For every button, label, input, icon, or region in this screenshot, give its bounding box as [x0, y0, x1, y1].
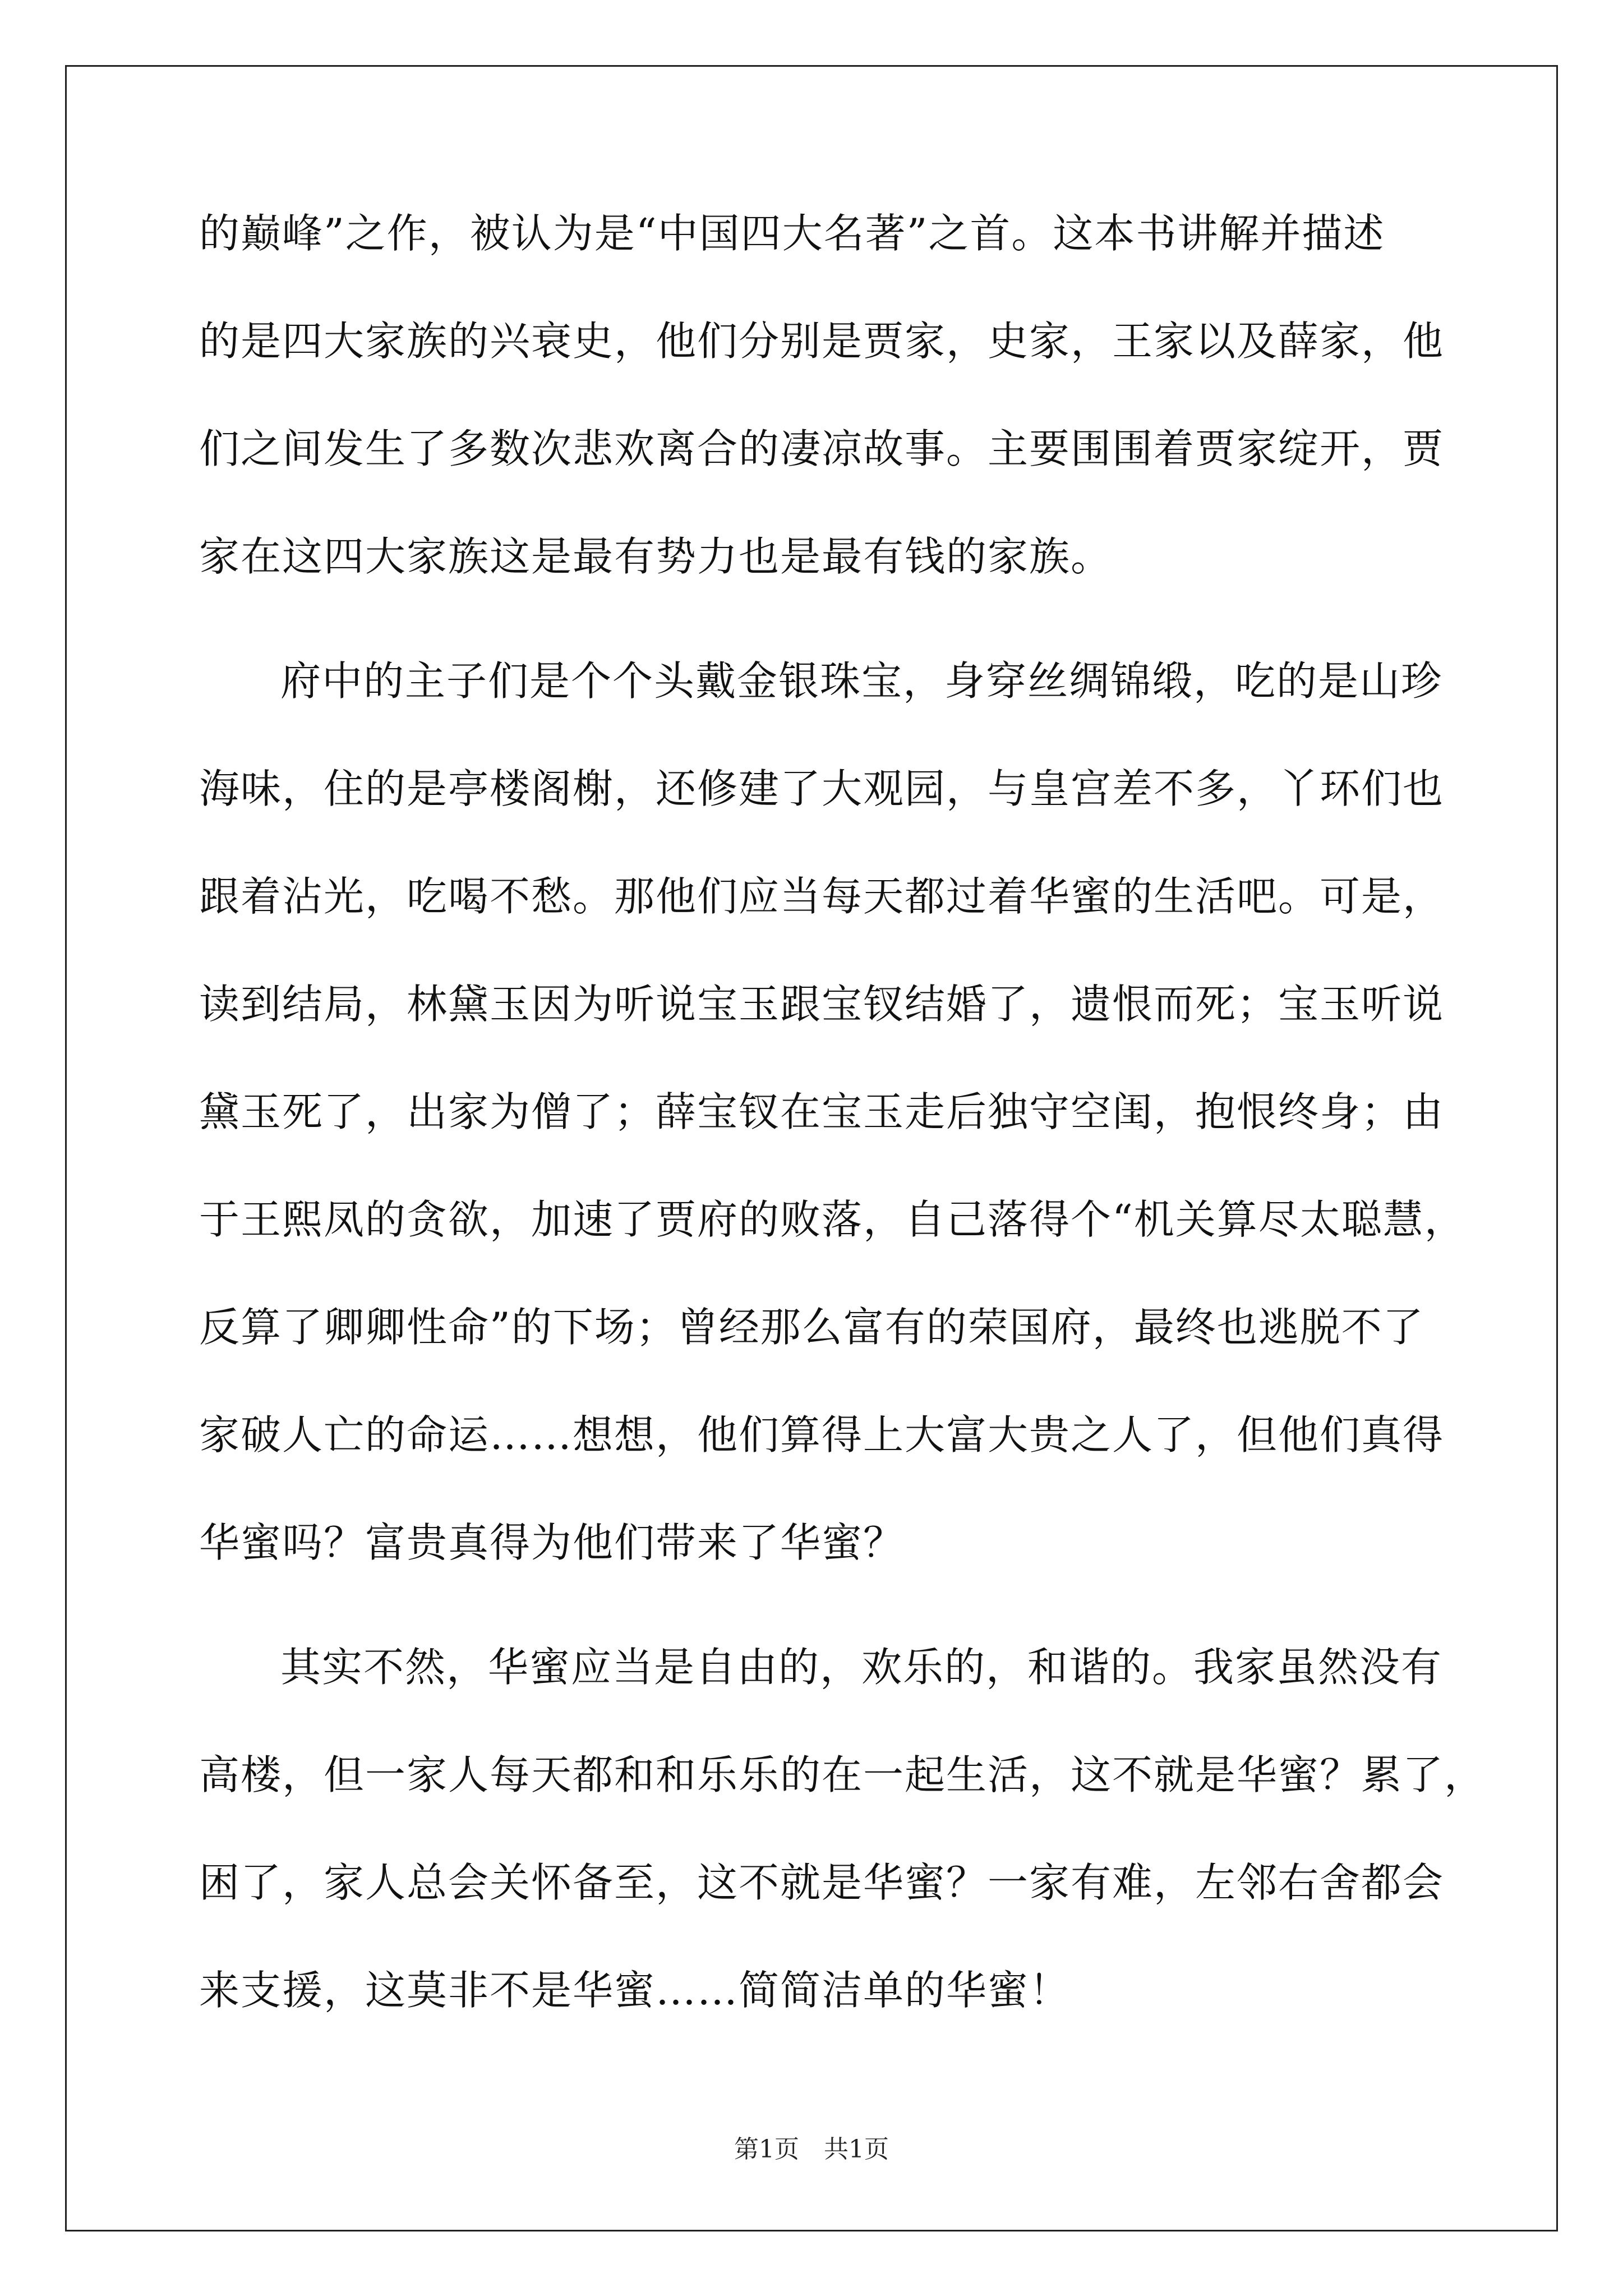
- document-body: [199, 210, 1486, 2078]
- text-line: 黛玉死了，出家为僧了；薛宝钗在宝玉走后独守空闺，抱恨终身；由: [199, 1088, 1445, 1135]
- text-line: 高楼，但一家人每天都和和乐乐的在一起生活，这不就是华蜜？累了，: [199, 1751, 1486, 1798]
- text-line: 海味，住的是亭楼阁榭，还修建了大观园，与皇宫差不多，丫环们也: [199, 765, 1445, 812]
- paragraph-3: [199, 1644, 1486, 2078]
- text-line: 府中的主子们是个个头戴金银珠宝，身穿丝绸锦缎，吃的是山珍: [280, 657, 1443, 705]
- text-line: 家破人亡的命运……想想，他们算得上大富大贵之人了，但他们真得: [199, 1411, 1445, 1458]
- paragraph-2: [199, 657, 1466, 1630]
- text-line: 反算了卿卿性命”的下场；曾经那么富有的荣国府，最终也逃脱不了: [199, 1304, 1424, 1351]
- text-line: 于王熙凤的贪欲，加速了贾府的败落，自己落得个“机关算尽太聪慧，: [199, 1196, 1466, 1243]
- text-line: 跟着沾光，吃喝不愁。那他们应当每天都过着华蜜的生活吧。可是，: [199, 873, 1445, 920]
- text-line: 来支援，这莫非不是华蜜……简简洁单的华蜜！: [199, 1967, 1071, 2014]
- text-line: 困了，家人总会关怀备至，这不就是华蜜？一家有难，左邻右舍都会: [199, 1859, 1445, 1906]
- text-line: 读到结局，林黛玉因为听说宝玉跟宝钗结婚了，遗恨而死；宝玉听说: [199, 981, 1445, 1028]
- text-line: 华蜜吗？富贵真得为他们带来了华蜜？: [199, 1519, 905, 1566]
- text-line: 的是四大家族的兴衰史，他们分别是贾家，史家，王家以及薛家，他: [199, 318, 1445, 365]
- text-line: 其实不然，华蜜应当是自由的，欢乐的，和谐的。我家虽然没有: [280, 1644, 1443, 1691]
- text-line: 家在这四大家族这是最有势力也是最有钱的家族。: [199, 533, 1113, 580]
- text-line: 的巅峰”之作，被认为是“中国四大名著”之首。这本书讲解并描述: [199, 210, 1385, 257]
- paragraph-1: [199, 210, 1445, 644]
- page-footer: 第1页 共1页: [734, 2135, 889, 2164]
- text-line: 们之间发生了多数次悲欢离合的凄凉故事。主要围围着贾家绽开，贾: [199, 425, 1445, 472]
